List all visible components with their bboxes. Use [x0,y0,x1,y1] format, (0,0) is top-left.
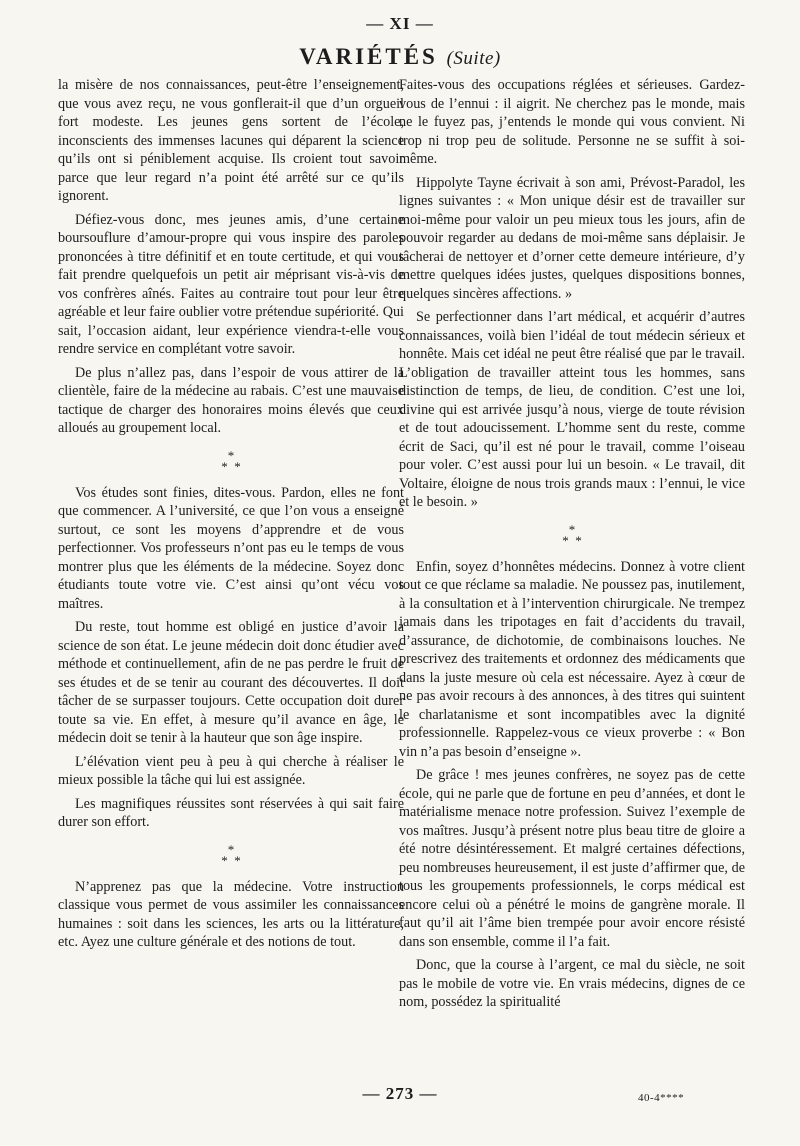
paragraph: Les magnifiques réussites sont réservées à qui sait faire durer son effort. [58,795,404,830]
separator-stars [58,852,404,868]
section-separator [58,841,404,868]
paragraph: N’apprenez pas que la médecine. Votre instruction classique vous permet de vous assimiler les connaissances humaines : soit dans les sciences, les arts ou la littérature, etc. Ayez une culture générale et des notions de tout. [58,878,404,950]
paragraph: la misère de nos connaissances, peut-être l’enseignement, que vous avez reçu, ne vous gonflerait-il que d’un orgueil fort modeste. Les jeunes gens sortent de l’école, inconscients des immenses lacunes qui déparent la science qu’ils ont si péniblement acquise. Ils croient tout savoir parce que leur regard n’a point été arrêté sur ce qu’ils ignorent. [58,77,404,204]
page-number-roman: — XI — [366,14,434,33]
separator-star: * [562,532,569,548]
page-number: — 273 — [362,1084,438,1103]
section-separator [399,521,745,548]
paragraph: Défiez-vous donc, mes jeunes amis, d’une certaine boursouflure d’amour-propre qui vous inspire des paroles prononcées à titre définitif et en toute certitude, et qui vous fait prendre quelquefois un petit air méprisant vis-à-vis de vos confrères aînés. Faites au contraire tout pour leur être agréable et leur faire oublier votre prétendue supériorité. Qui sait, l’occasion aidant, leur expérience viendra-t-elle vous rendre service en complétant votre savoir. [58,211,404,357]
separator-star: * [234,458,241,474]
section-separator [58,447,404,474]
separator-star: * [221,458,228,474]
paragraph: Donc, que la course à l’argent, ce mal du siècle, ne soit pas le mobile de votre vie. En vrais médecins, dignes de ce nom, possédez la spiritualité [399,957,745,1010]
separator-stars [399,532,745,548]
paragraph: L’élévation vient peu à peu à qui cherche à réaliser le mieux possible la tâche qui lui est assignée. [58,753,404,788]
separator-star: * [227,841,235,857]
paragraph: Faites-vous des occupations réglées et sérieuses. Gardez-vous de l’ennui : il aigrit. Ne cherchez pas le monde, mais ne le fuyez pas, j’entends le monde qui vous convient. Ni trop ni trop peu de solitude. Personne ne se suffit à soi-même. [399,77,745,167]
separator-star: * [234,852,241,868]
separator-star: * [227,447,235,463]
separator-star: * [575,532,582,548]
right-column [399,76,745,1017]
section-title-main: VARIÉTÉS [299,44,438,69]
paragraph: De plus n’allez pas, dans l’espoir de vous attirer de la clientèle, faire de la médecine au rabais. C’est une mauvaise tactique de charger des honoraires moins élevés que ceux alloués au groupement local. [58,364,404,436]
paragraph: Enfin, soyez d’honnêtes médecins. Donnez à votre client tout ce que réclame sa maladie. Ne poussez pas, inutilement, à la consultation et à l’intervention chirurgicale. Ne trempez jamais dans les tripotages en fait d’accidents du travail, d’assurance, de dichotomie, de combinaisons louches. Ne prescrivez des traitements et ordonnez des médicaments que dans la juste mesure où cela est nécessaire. Ayez à cœur de ne pas avoir recours à des annonces, à des titres qui suintent le charlatanisme et sont incompatibles avec la dignité professionnelle. Rappelez-vous ce vieux proverbe : « Bon vin n’a pas besoin d’enseigne ». [399,558,745,760]
separator-star: * [221,852,228,868]
print-code: 40-4**** [638,1092,685,1104]
section-title [0,44,800,70]
separator-star: * [568,521,576,537]
paragraph: Se perfectionner dans l’art médical, et acquérir d’autres connaissances, voilà bien l’idéal de tout médecin sérieux et honnête. Mais cet idéal ne peut être réalisé que par le travail. L’obligation de travailler atteint tous les hommes, sans distinction de temps, de lieu, de condition. C’est une loi, divine qui est arrivée jusqu’à nous, vierge de toute révision et de tout adoucissement. L’homme sent du reste, comme écrit de Saci, qu’il est né pour le travail, comme l’oiseau pour voler. C’est aussi pour lui un besoin. « Le travail, dit Voltaire, éloigne de nous trois grands maux : l’ennui, le vice et le besoin. » [399,309,745,510]
section-title-suite: (Suite) [446,48,501,69]
paragraph: Du reste, tout homme est obligé en justice d’avoir la science de son état. Le jeune médecin doit donc étudier avec méthode et continuellement, afin de ne pas perdre le fruit de ses études et de se tenir au courant des découvertes. Il doit tâcher de se surpasser toujours. Cette occupation doit durer toute sa vie. En effet, à mesure qu’il avance en âge, le médecin doit se tenir à la hauteur que son âge inspire. [58,619,404,746]
paragraph: Vos études sont finies, dites-vous. Pardon, elles ne font que commencer. A l’université, ce que l’on vous a enseigné surtout, ce sont les moyens d’apprendre et de vous perfectionner. Vos professeurs n’ont pas eu le temps de vous montrer plus que les éléments de la médecine. Soyez donc étudiants toute votre vie. C’est ainsi qu’ont vécu vos maîtres. [58,484,404,612]
left-column [58,76,404,957]
paragraph: Hippolyte Tayne écrivait à son ami, Prévost-Paradol, les lignes suivantes : « Mon unique désir est de travailler sur moi-même pour valoir un peu mieux tous les jours, afin de pouvoir regarder au dedans de moi-même sans déplaisir. Je tâcherai de nettoyer et d’orner cette demeure intérieure, d’y mettre quelques idées justes, quelques dispositions bonnes, quelques sincères affections. » [399,174,745,302]
paragraph: De grâce ! mes jeunes confrères, ne soyez pas de cette école, qui ne parle que de fortune en peu d’années, et dont le matérialisme menace notre profession. Suivez l’exemple de vos maîtres. Jusqu’à présent notre plus beau titre de gloire a été notre désintéressement. Et malgré certaines défections, peu nombreuses heureusement, il est juste d’affirmer que, de tous les groupements professionnels, le corps médical est encore celui où a pénétré le moins de gangrène morale. Il faut qu’il ait l’âme bien trempée pour avoir encore résisté dans son ensemble, comme il l’a fait. [399,767,745,950]
separator-stars [58,458,404,474]
